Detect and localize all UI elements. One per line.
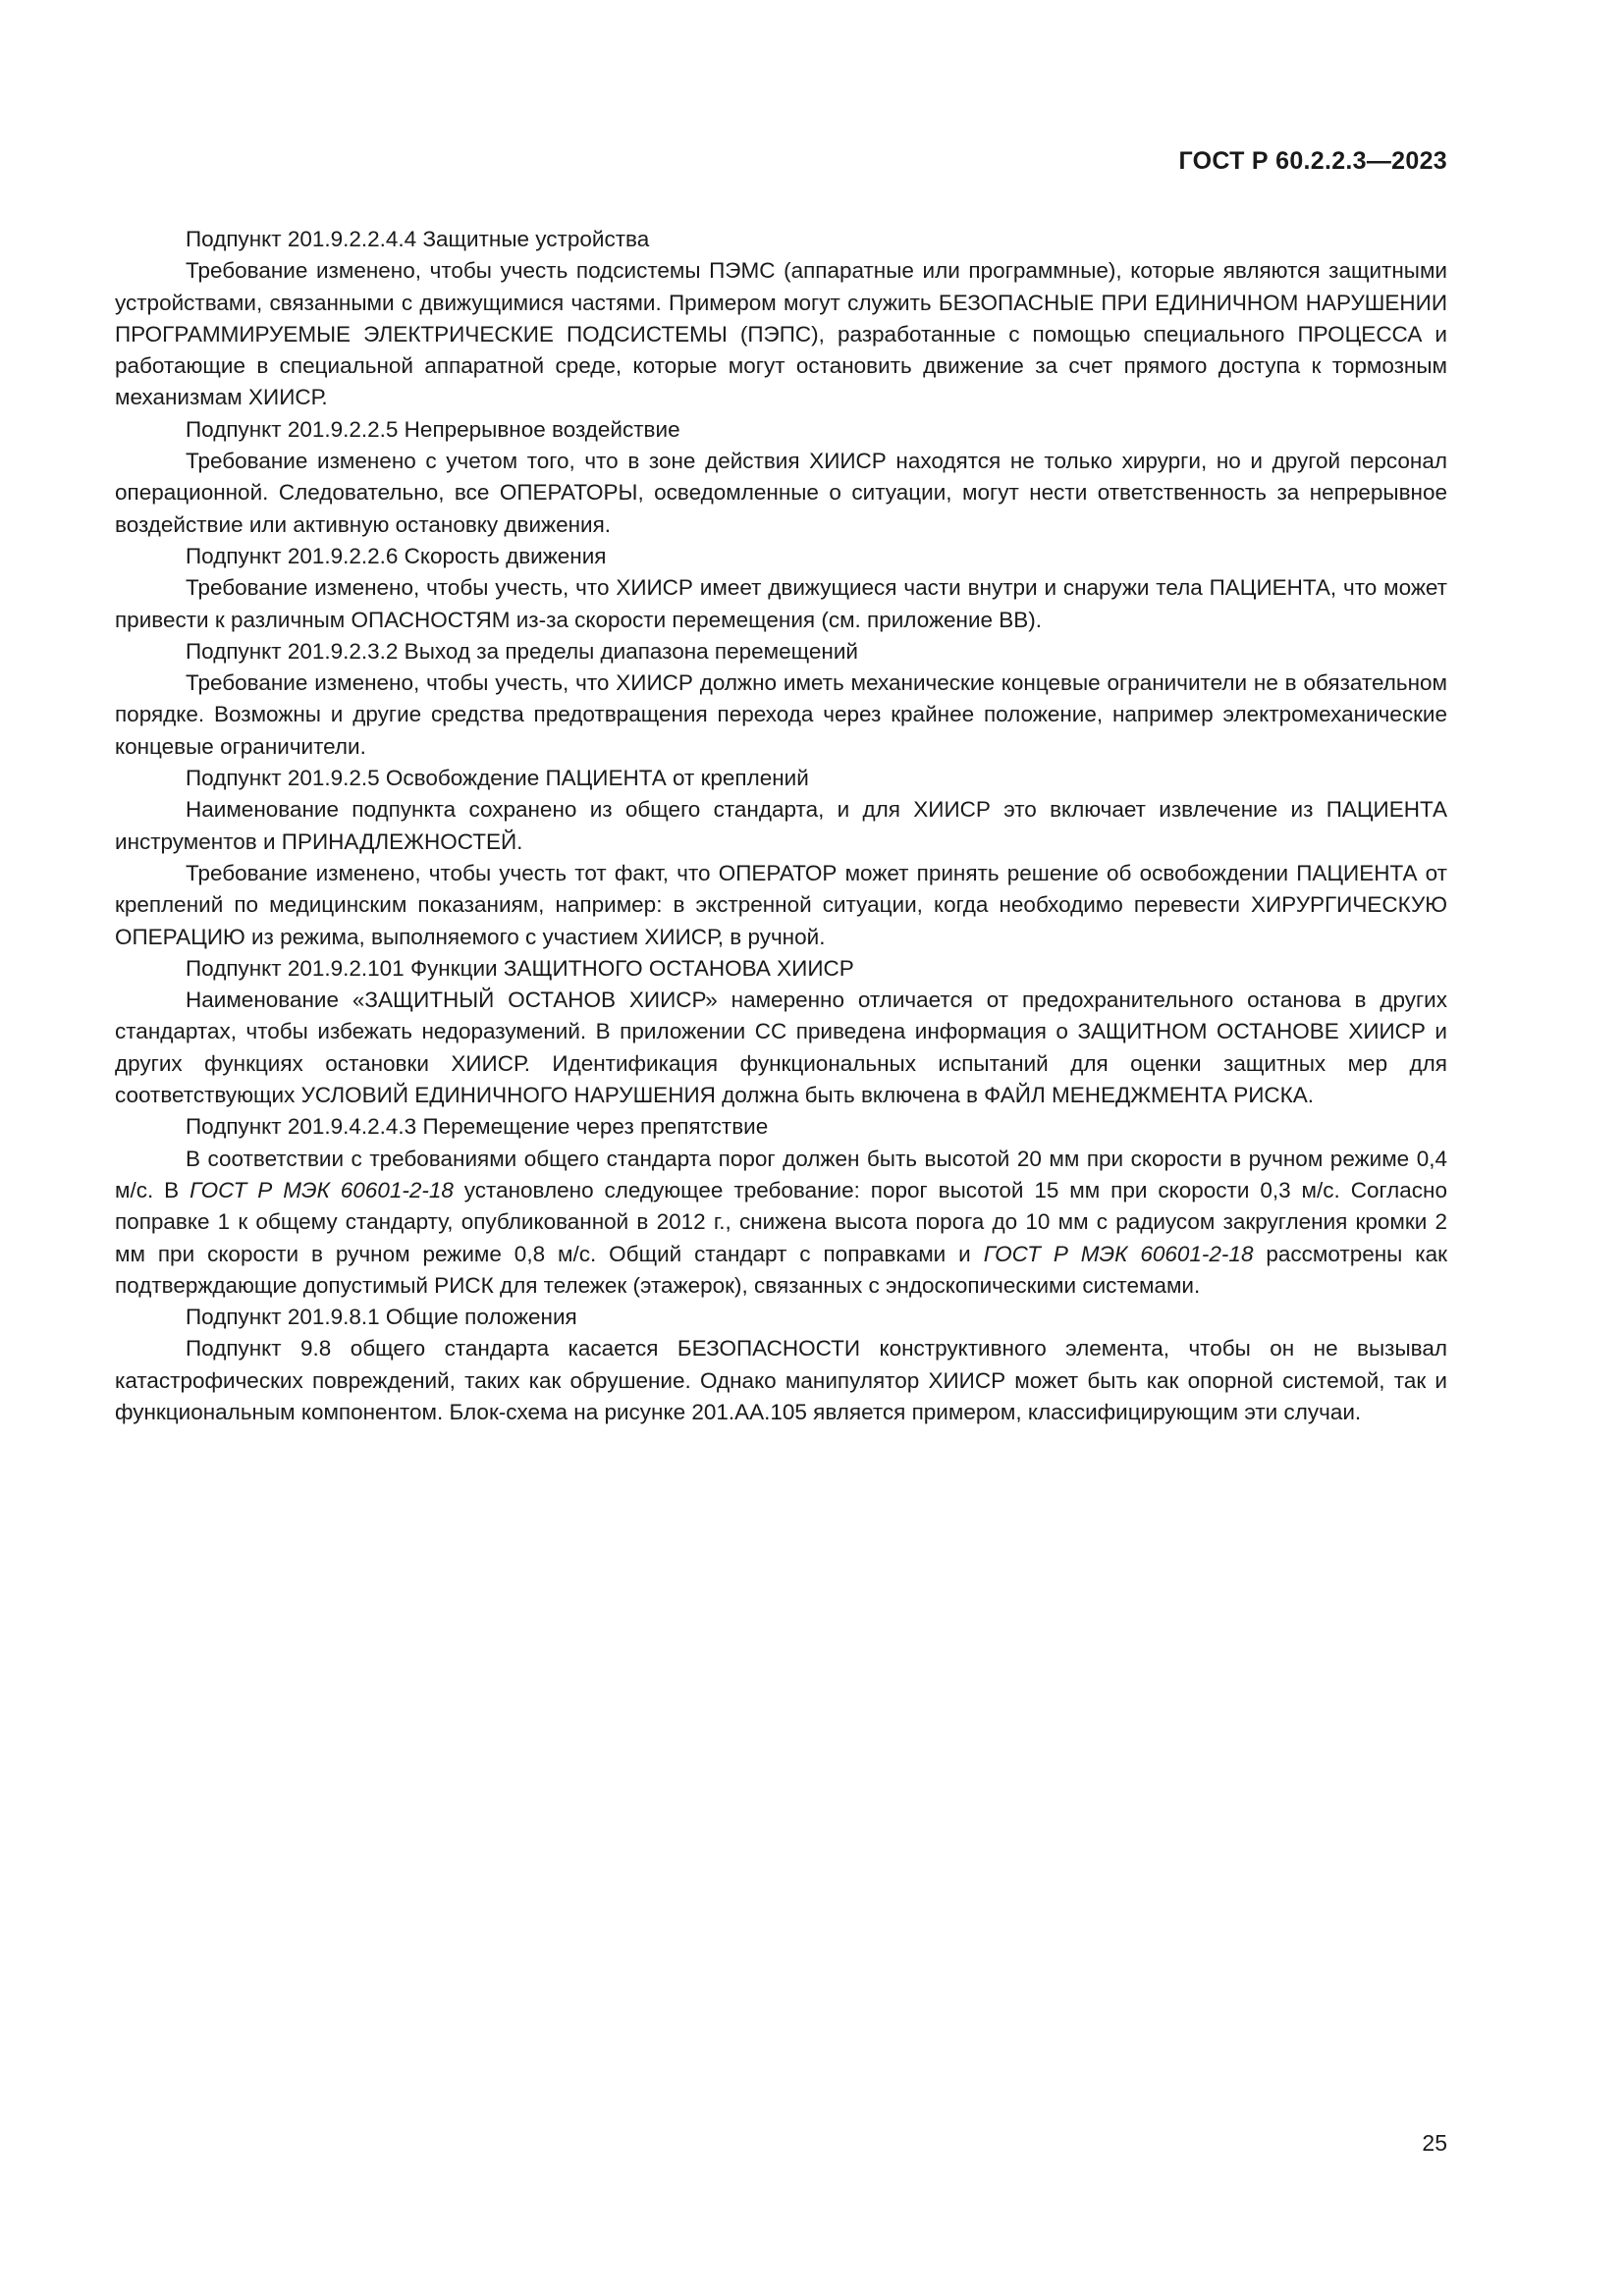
body-paragraph: Требование изменено, чтобы учесть подсистемы ПЭМС (аппаратные или программные), которые являются защитными устройствами, связанными с движущимися частями. Примером могут служить БЕЗОПАСНЫЕ ПРИ ЕДИНИЧНОМ НАРУШЕНИИ ПРОГРАММИРУЕМЫЕ ЭЛЕКТРИЧЕСКИЕ ПОДСИСТЕМЫ (ПЭПС), разработанные с помощью специального ПРОЦЕССА и работающие в специальной аппаратной среде, которые могут остановить движение за счет прямого доступа к тормозным механизмам ХИИСР. [115, 258, 1447, 410]
standard-reference: ГОСТ Р МЭК 60601-2-18 [189, 1177, 454, 1202]
subclause-heading: Подпункт 201.9.2.2.5 Непрерывное воздействие [186, 416, 680, 442]
standard-code-header: ГОСТ Р 60.2.2.3—2023 [1178, 147, 1447, 175]
subclause-heading: Подпункт 201.9.2.5 Освобождение ПАЦИЕНТА от креплений [186, 766, 809, 791]
body-paragraph: Требование изменено, чтобы учесть, что ХИИСР должно иметь механические концевые ограничители не в обязательном порядке. Возможны и другие средства предотвращения перехода через крайнее положение, например электромеханические концевые ограничители. [115, 670, 1447, 759]
subclause-heading: Подпункт 201.9.4.2.4.3 Перемещение через препятствие [186, 1114, 769, 1140]
body-paragraph: Наименование подпункта сохранено из общего стандарта, и для ХИИСР это включает извлечение из ПАЦИЕНТА инструментов и ПРИНАДЛЕЖНОСТЕЙ. [115, 797, 1447, 854]
body-paragraph: Требование изменено, чтобы учесть, что ХИИСР имеет движущиеся части внутри и снаружи тела ПАЦИЕНТА, что может привести к различным ОПАСНОСТЯМ из-за скорости перемещения (см. приложение ВВ). [115, 575, 1447, 632]
page-number: 25 [1422, 2130, 1447, 2156]
subclause-heading: Подпункт 201.9.2.3.2 Выход за пределы диапазона перемещений [186, 638, 858, 664]
text-run: В соответствии с требованиями общего стандарта порог должен быть высотой 20 мм при скорости в ручном режиме 0,4 м/с. В [115, 1146, 1447, 1202]
body-paragraph: Требование изменено с учетом того, что в зоне действия ХИИСР находятся не только хирурги, но и другой персонал операционной. Следовательно, все ОПЕРАТОРЫ, осведомленные о ситуации, могут нести ответственность за непрерывное воздействие или активную остановку движения. [115, 449, 1447, 537]
text-run: установлено следующее требование: порог высотой 15 мм при скорости 0,3 м/с. Согласно поправке 1 к общему стандарту, опубликованной в 2012 г., снижена высота порога до 10 мм с радиусом закругления кромки 2 мм при скорости в ручном режиме 0,8 м/с. Общий стандарт с поправками и [115, 1177, 1448, 1266]
subclause-heading: Подпункт 201.9.2.2.6 Скорость движения [186, 543, 607, 568]
document-body [115, 224, 1447, 1428]
body-paragraph-rich [115, 1144, 1447, 1302]
body-paragraph: Подпункт 9.8 общего стандарта касается БЕЗОПАСНОСТИ конструктивного элемента, чтобы он не вызывал катастрофических повреждений, таких как обрушение. Однако манипулятор ХИИСР может быть как опорной системой, так и функциональным компонентом. Блок-схема на рисунке 201.АА.105 является примером, классифицирующим эти случаи. [115, 1336, 1447, 1424]
subclause-heading: Подпункт 201.9.2.101 Функции ЗАЩИТНОГО ОСТАНОВА ХИИСР [186, 955, 854, 981]
text-run: рассмотрены как подтверждающие допустимый РИСК для тележек (этажерок), связанных с эндоскопическими системами. [115, 1241, 1447, 1298]
body-paragraph: Наименование «ЗАЩИТНЫЙ ОСТАНОВ ХИИСР» намеренно отличается от предохранительного останова в других стандартах, чтобы избежать недоразумений. В приложении СС приведена информация о ЗАЩИТНОМ ОСТАНОВЕ ХИИСР и других функциях остановки ХИИСР. Идентификация функциональных испытаний для оценки защитных мер для соответствующих УСЛОВИЙ ЕДИНИЧНОГО НАРУШЕНИЯ должна быть включена в ФАЙЛ МЕНЕДЖМЕНТА РИСКА. [115, 988, 1447, 1108]
subclause-heading: Подпункт 201.9.2.2.4.4 Защитные устройства [186, 227, 650, 251]
standard-reference: ГОСТ Р МЭК 60601-2-18 [983, 1241, 1254, 1266]
body-paragraph: Требование изменено, чтобы учесть тот факт, что ОПЕРАТОР может принять решение об освобождении ПАЦИЕНТА от креплений по медицинским показаниям, например: в экстренной ситуации, когда необходимо перевести ХИРУРГИЧЕСКУЮ ОПЕРАЦИЮ из режима, выполняемого с участием ХИИСР, в ручной. [115, 860, 1447, 949]
subclause-heading: Подпункт 201.9.8.1 Общие положения [186, 1305, 577, 1330]
